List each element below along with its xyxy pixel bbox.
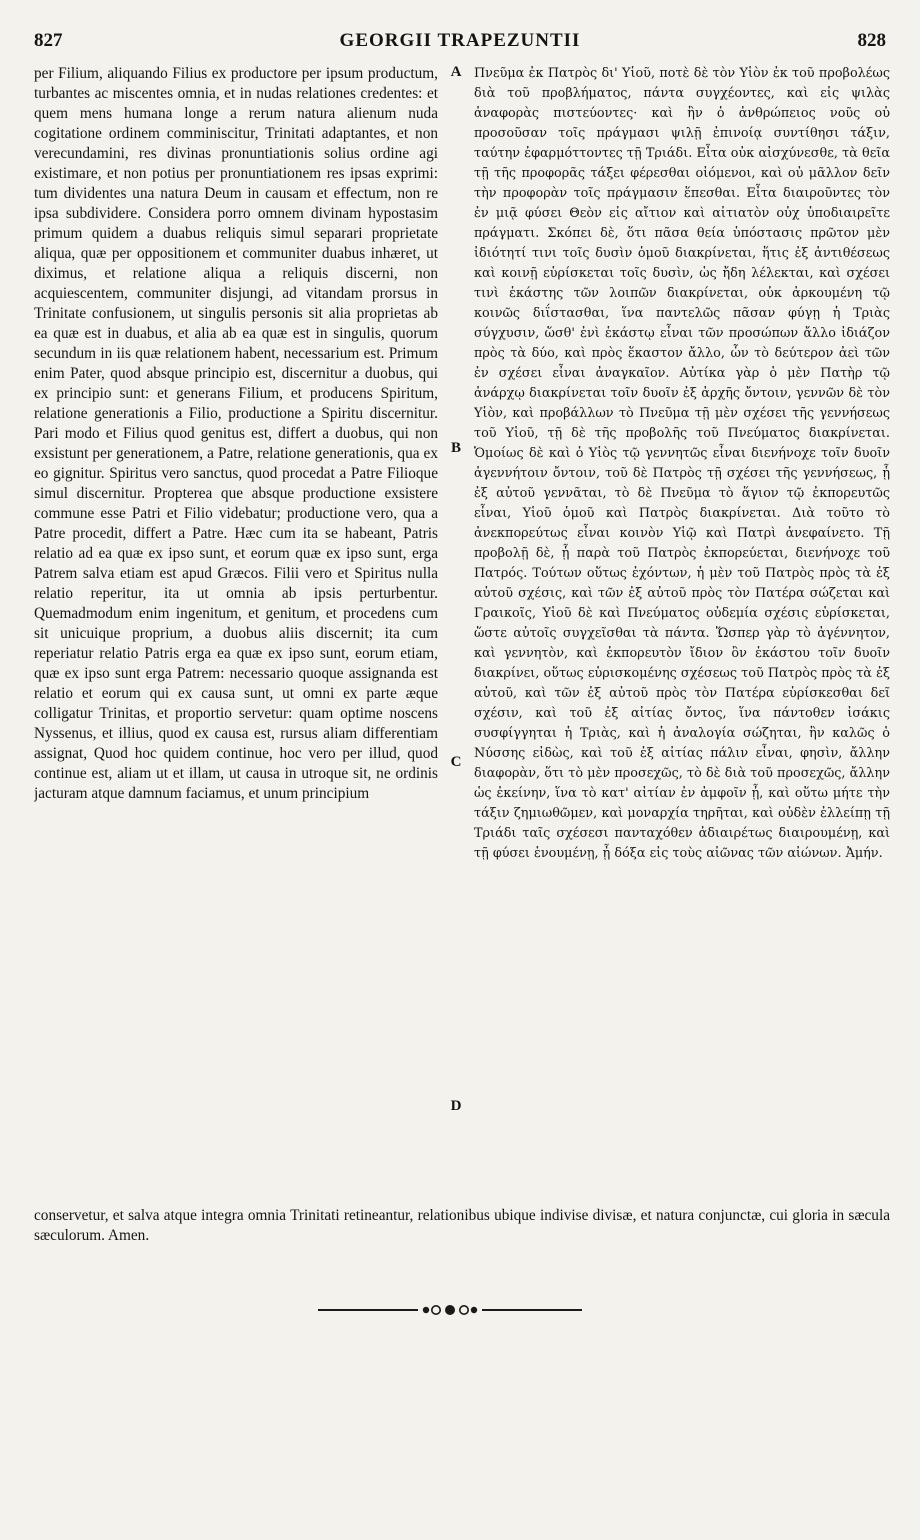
latin-conclusion-text: conservetur, et salva atque integra omnia Trinitati retineantur, relationibus ubique indivise divisæ, et natura conjunctæ, cui gloria in sæcula sæculorum. Amen. <box>34 1207 890 1244</box>
greek-paragraph: Πνεῦμα ἐκ Πατρὸς δι' Υἱοῦ, ποτὲ δὲ τὸν Υἱὸν ἐκ τοῦ προβολέως διὰ τοῦ προβλήματος, πάντα συγχέοντες, καὶ εἰς ψιλὰς ἀναφορὰς πιστεύοντες· καὶ ἣν ὁ ἀνθρώπειος νοῦς οὐ προσοῦσαν τοῖς πράγμασι ψιλῇ ἐπινοίᾳ συντίθησι τάξιν, ταύτην ἐφαρμόττοντες τῇ Τριάδι. Εἶτα οὐκ αἰσχύνεσθε, τὰ θεῖα τῇ τῆς προφορᾶς τάξει φέρεσθαι οἰόμενοι, καὶ οὐ μᾶλλον δεῖν τὴν προφορὰν τοῖς πράγμασιν ἕπεσθαι. Εἶτα διαιροῦντες τὸν ἐν μιᾷ φύσει Θεὸν εἰς αἴτιον καὶ αἰτιατὸν οὐχ ὑποδιαιρεῖτε πράγματι. Σκόπει δὲ, ὅτι πᾶσα θεία ὑπόστασις πρῶτον μὲν ἰδιότητί τινι τοῖς δυσὶν ὁμοῦ διακρίνεται, ἥτις ἐξ ἀντιθέσεως καὶ κοινῇ εὑρίσκεται τοῖς δυσὶν, ὡς ἤδη λέλεκται, καὶ σχέσει τινὶ ἑκάστης τῶν λοιπῶν διακρίνεται, οὐκ ἀρκουμένη τῷ κοινῶς διΐστασθαι, ἵνα παντελῶς πᾶσαν φύγῃ ἡ Τριὰς σύγχυσιν, ὥσθ' ἐνὶ ἑκάστῳ εἶναι τῶν προσώπων ἄλλο ἰδιάζον πρὸς τὰ δύο, καὶ πρὸς ἕκαστον ἄλλο, ὧν τὸ δεύτερον ἀεὶ τῶν ἐν σχέσει εἶναι ἀναγκαῖον. Αὐτίκα γὰρ ὁ μὲν Πατὴρ τῷ ἀνάρχῳ διακρίνεται τοῖν δυοῖν ἐξ ἀρχῆς ὄντοιν, γεννῶν δὲ τὸν Υἱὸν, καὶ προβάλλων τὸ Πνεῦμα τῇ μὲν σχέσει τῆς γεννήσεως τοῦ Υἱοῦ, τῇ δὲ τῆς προβολῆς τοῦ Πνεύματος διακρίνεται. Ὁμοίως δὲ καὶ ὁ Υἱὸς τῷ γεννητῶς εἶναι διενήνοχε τοῖν δυοῖν ἀγεννήτοιν ὄντοιν, τοῦ δὲ Πατρὸς τῇ σχέσει τῆς γεννήσεως, ᾗ ἐξ αὐτοῦ γεννᾶται, τὸ δὲ Πνεῦμα τὸ ἅγιον τῷ ἐκπορευτῶς εἶναι, Υἱοῦ ὁμοῦ καὶ Πατρὸς διακρίνεται. Διὰ τοῦτο τὸ ἀνεκπορεύτως εἶναι κοινὸν Υἱῷ καὶ Πατρὶ ἀνεφαίνετο. Τῇ προβολῇ δὲ, ᾗ παρὰ τοῦ Πατρὸς ἐκπορεύεται, διενήνοχε τοῦ Πατρός. Τούτων οὕτως ἐχόντων, ἡ μὲν τοῦ Πατρὸς πρὸς τὰ ἐξ αὐτοῦ σχέσις, καὶ τῶν ἐξ αὐτοῦ πρὸς τὸν Πατέρα σώζεται καὶ Γραικοῖς, Υἱοῦ δὲ καὶ Πνεύματος οὐδεμία σχέσις εὑρίσκεται, ὥστε αὐτοῖς συγχεῖσθαι τὰ πάντα. Ὥσπερ γὰρ τὸ ἀγέννητον, καὶ γεννητὸν, καὶ ἐκπορευτὸν ἴδιον ὂν ἑκάστου τοῖν δυοῖν διακρίνει, οὕτως εὑρισκομένης σχέσεως τοῦ Πατρὸς πρὸς τὰ ἐξ αὐτοῦ, καὶ τῶν ἐξ αὐτοῦ πρὸς τὸν Πατέρα εὑρίσκεσθαι δεῖ σχέσιν, καὶ τοῦ ἐξ αἰτίας ὄντος, ἵνα πάντοθεν ἰσάκις συσφίγγηται ἡ Τριὰς, καὶ ἡ ἀναλογία σώζηται, ἣν καλῶς ὁ Νύσσης εἰδὼς, καὶ τοῦ ἐξ αἰτίας πάλιν εἶναι, φησὶν, ἄλλην διαφορὰν, ὅτι τὸ μὲν προσεχῶς, τὸ δὲ διὰ τοῦ προσεχῶς, ἄλλην ὡς ἐκείνην, ἵνα τὸ κατ' αἰτίαν ἐν ἀμφοῖν ᾖ, καὶ οὕτω μήτε τὴν τάξιν ζημιωθῶμεν, καὶ μοναρχία τηρῆται, καὶ οὐδὲν ἐλλείπῃ τῇ Τριάδι ταῖς σχέσεσι πανταχόθεν ἀδιαιρέτως διαιρουμένῃ, καὶ τῇ φύσει ἑνουμένῃ, ᾗ δόξα εἰς τοὺς αἰῶνας τῶν αἰώνων. Ἀμήν. <box>474 66 890 861</box>
section-marker-d: D <box>450 1098 462 1114</box>
left-page-number: 827 <box>34 30 63 51</box>
section-markers <box>448 64 464 1204</box>
latin-column <box>34 64 438 1224</box>
right-page-number: 828 <box>857 30 886 51</box>
latin-conclusion <box>34 1206 890 1246</box>
latin-paragraph: per Filium, aliquando Filius ex productore per ipsum productum, turbantes ac miscentes omnia, et in nudas relationes credentes: et quem mens humana longe a rerum natura alienum nuda cogitatione ordinem comminiscitur, Trinitati adaptantes, et non verecundamini, res divinas pronuntiationis solius ordine agi existimare, et non potius per pronuntiationem res ipsas exprimi: tum dividentes una natura Deum in causam et effectum, non re ipsa subdividere. Considera porro omnem divinam hypostasim primum quidem a duabus reliquis simul separari proprietate aliqua, quæ per oppositionem et communiter duabus inhæret, ut diximus, et relatione aliqua a reliquis discerni, non acquiescentem, communiter disjungi, ad vitandam prorsus in Trinitate confusionem, ut singulis personis sit alia proprietas ab ea quæ est in duabus, et alia ab ea quæ est in singulis, quorum secundum in iis quæ relationem habent, necessarium est. Primum enim Pater, quod absque principio est, discernitur a duobus, qui ex principio sunt: et generans Filium, et producens Spiritum, relatione generationis a Filio, productione a Spiritu discernitur. Pari modo et Filius quod genitus est, differt a duobus, qui non exsistunt per generationem, a Patre, relatione generationis, qua ex eo gignitur. Spiritus vero sanctus, quod procedat a Patre Filioque simul discernitur. Propterea que absque productione exsistere commune esse Patri et Filio videbatur; productione vero, qua a Patre procedit, differt a Patre. Hæc cum ita se habeant, Patris relatio ad ea quæ ex ipso sunt, et eorum quæ ex ipso sunt, erga Patrem salva etiam est apud Græcos. Filii vero et Spiritus nulla relatio reperitur, ita ut omnia ab ipsis perturbentur. Quemadmodum enim ingenitum, et genitum, et procedens cum sit unicuique proprium, a duobus aliis discernit; ita cum reperiatur relatio Patris erga ea quæ ex ipso sunt, eorum etiam, quæ ex ipso sunt erga Patrem: necessario quoque assignanda est relatio et eorum qui ex causa sunt, ut omni ex parte æque colligatur Trinitas, et proportio servetur: quam optime noscens Nyssenus, et illius, quod ex causa est, rursus aliam differentiam assignat, Quod hoc quidem continue, hoc vero per illud, quod continue est, aliam ut et illam, ut causa in utroque sit, ne ordinis jacturam atque damnum faciamus, et unum principium <box>34 65 438 802</box>
section-marker-a: A <box>450 64 462 80</box>
running-header <box>34 30 886 60</box>
section-marker-c: C <box>450 754 462 770</box>
section-marker-b: B <box>450 440 461 456</box>
running-title: GEORGII TRAPEZUNTII <box>339 30 581 51</box>
ornament-rule <box>318 1302 582 1318</box>
greek-column <box>474 64 890 1224</box>
